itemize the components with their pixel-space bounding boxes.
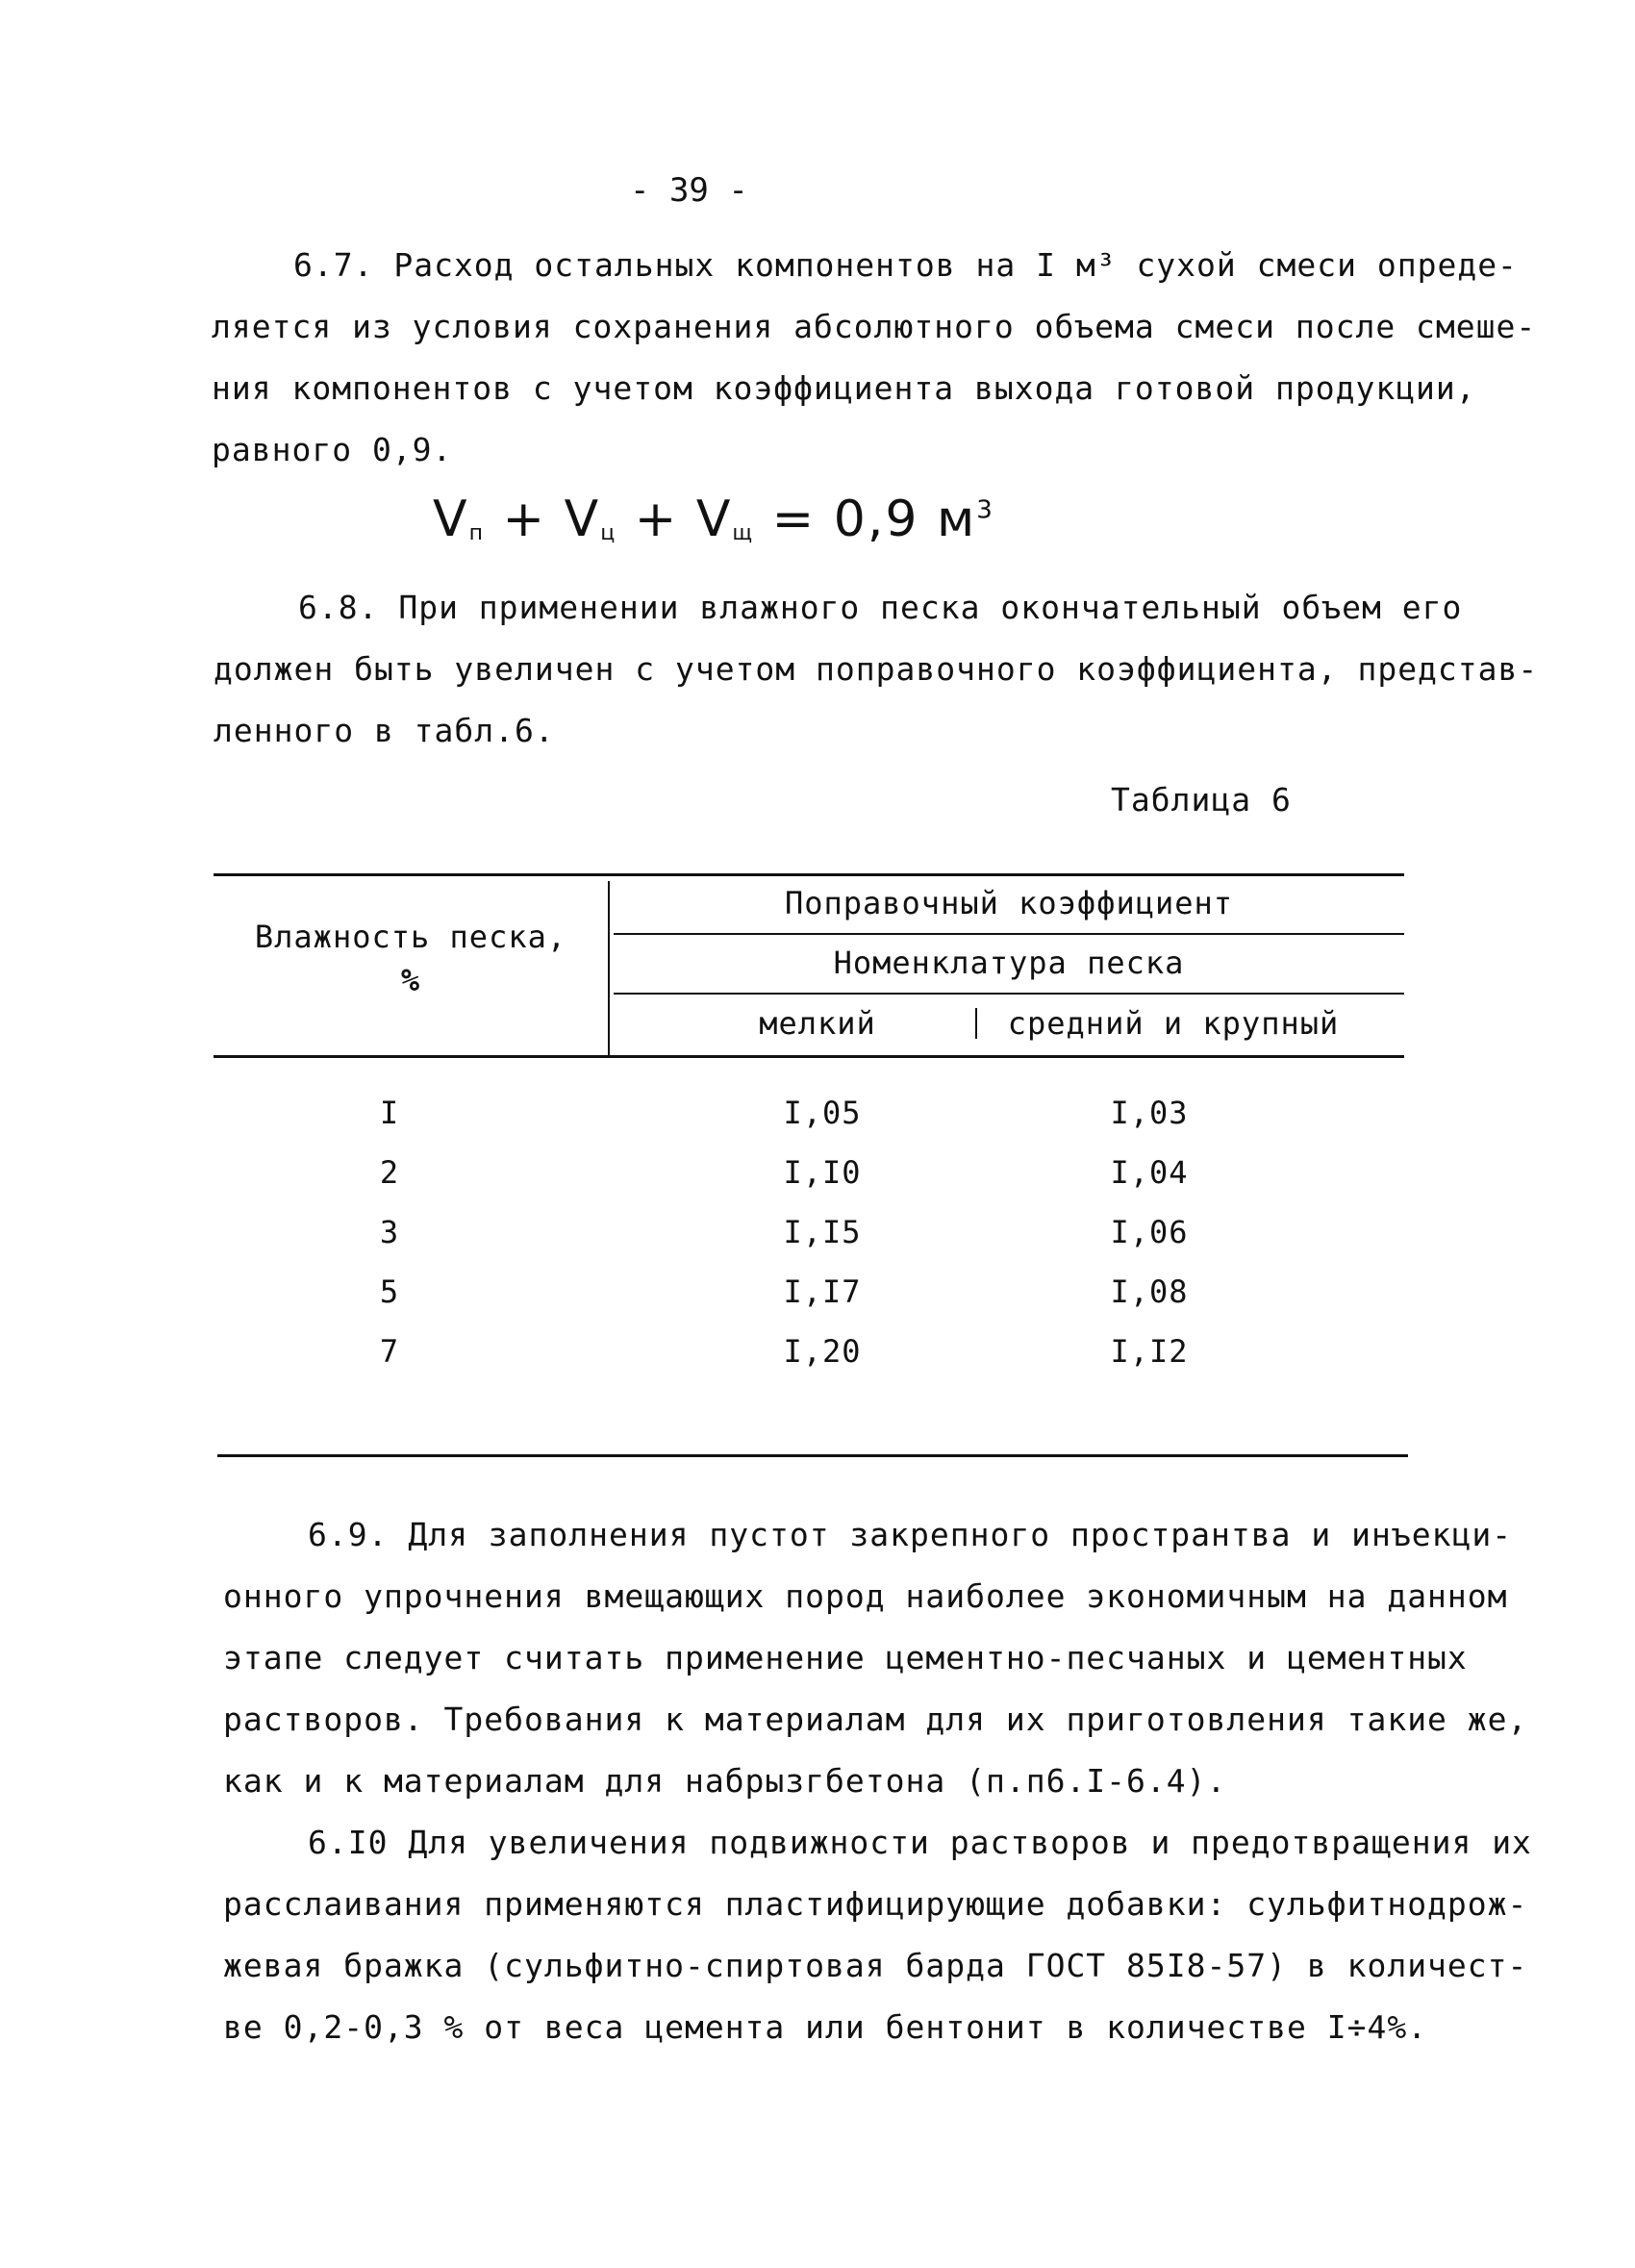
row-2-moisture: 2 [379,1154,400,1191]
formula-v-sand: V [433,491,469,548]
header-moisture-label: Влажность песка, [254,919,567,955]
header-moisture-unit: % [400,962,421,998]
section-6-8-line-1: 6.8. При применении влажного песка окончательный объем его [298,589,1463,626]
row-3-fine: I,I5 [783,1214,862,1250]
row-1-fine: I,05 [783,1095,862,1131]
section-6-7-line-3: ния компонентов с учетом коэффициента выхода готовой продукции, [212,369,1476,407]
table-header-divider [608,881,610,1056]
section-6-7-line-1: 6.7. Расход остальных компонентов на I м³ сухой смеси опреде- [293,246,1518,284]
header-correction-coefficient: Поправочный коэффициент [784,885,1234,921]
formula-exp: 3 [976,495,994,525]
section-6-7-line-4: равного 0,9. [212,431,453,468]
row-4-coarse: I,08 [1110,1273,1189,1310]
row-3-coarse: I,06 [1110,1214,1189,1250]
row-1-moisture: I [379,1095,400,1131]
table-header-bottom-rule [214,1055,1404,1058]
header-col-fine: мелкий [759,1005,876,1042]
row-4-moisture: 5 [379,1273,400,1310]
section-6-8-line-3: ленного в табл.6. [214,712,555,749]
table-top-rule [214,873,1404,876]
section-6-10-line-4: ве 0,2-0,3 % от веса цемента или бентонит в количестве I÷4%. [223,2008,1428,2046]
row-3-moisture: 3 [379,1214,400,1250]
page-number: - 39 - [630,171,748,210]
section-6-9-line-4: растворов. Требования к материалам для их приготовления такие же, [223,1701,1528,1738]
section-6-8-line-2: должен быть увеличен с учетом поправочного коэффициента, представ- [214,650,1539,688]
row-2-coarse: I,04 [1110,1154,1189,1191]
formula-sub-sand: п [468,521,485,545]
row-5-fine: I,20 [783,1333,862,1370]
row-4-fine: I,I7 [783,1273,862,1310]
formula-sub-cement: ц [600,521,617,545]
row-2-fine: I,I0 [783,1154,862,1191]
row-1-coarse: I,03 [1110,1095,1189,1131]
table-subheader-rule-1 [614,933,1404,935]
formula-v-cement: V [564,491,601,548]
section-6-7-line-2: ляется из условия сохранения абсолютного объема смеси после смеше- [212,308,1537,345]
section-6-10-line-2: расслаивания применяются пластифицирующие добавки: сульфитнодрож- [223,1885,1528,1923]
formula-sub-gravel: щ [732,521,755,545]
header-col-separator [975,1008,977,1039]
formula-rhs: = 0,9 м [771,491,977,548]
row-5-moisture: 7 [379,1333,400,1370]
table-caption: Таблица 6 [1111,781,1292,819]
row-5-coarse: I,I2 [1110,1333,1189,1370]
table-bottom-rule [217,1454,1408,1457]
section-6-9-line-1: 6.9. Для заполнения пустот закрепного пространтва и инъекци- [308,1516,1513,1553]
formula-v-gravel: V [695,491,733,548]
header-col-coarse: средний и крупный [1007,1005,1340,1042]
header-sand-nomenclature: Номенклатура песка [833,945,1185,981]
section-6-9-line-5: как и к материалам для набрызгбетона (п.п6.I-6.4). [223,1762,1227,1800]
section-6-10-line-3: жевая бражка (сульфитно-спиртовая барда ГОСТ 85I8-57) в количест- [223,1947,1528,1984]
section-6-9-line-3: этапе следует считать применение цементно-песчаных и цементных [223,1639,1468,1676]
table-subheader-rule-2 [614,993,1404,995]
volume-formula: $V_п + V_ц + V_щ = 0,9$ $м^3$ [433,491,994,548]
section-6-10-line-1: 6.I0 Для увеличения подвижности растворов и предотвращения их [308,1824,1532,1861]
section-6-9-line-2: онного упрочнения вмещающих пород наиболее экономичным на данном [223,1577,1508,1615]
